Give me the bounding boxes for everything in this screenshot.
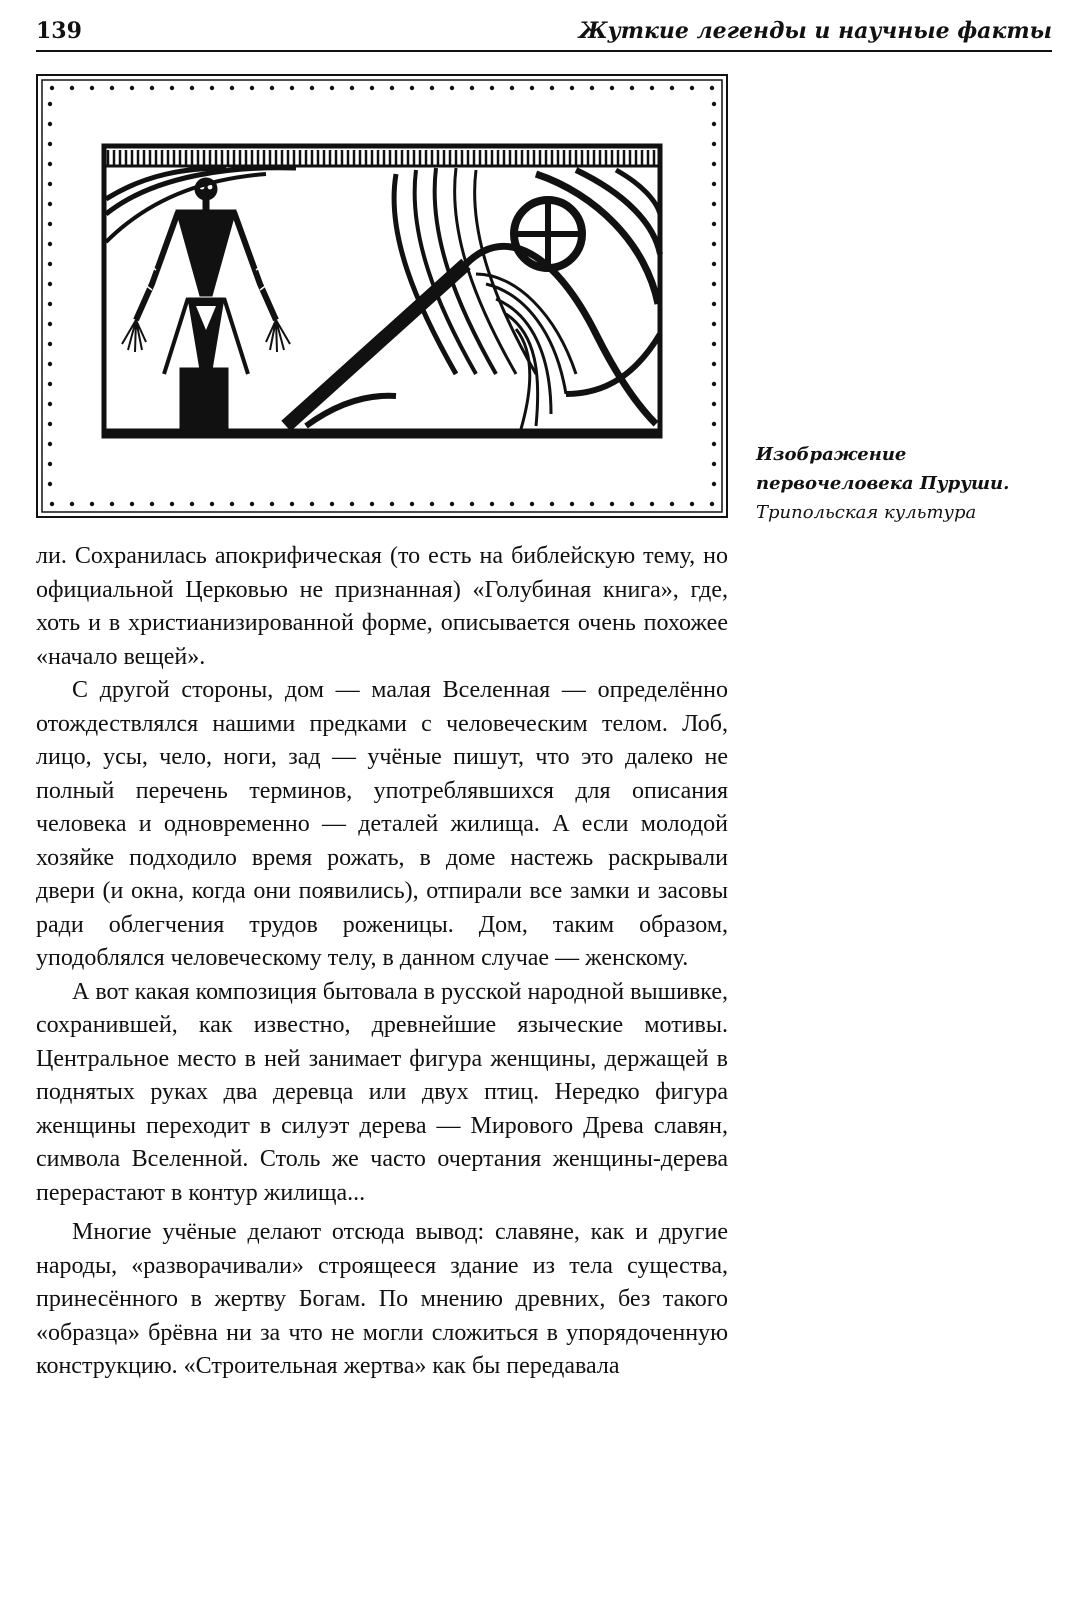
figure-caption: [756, 440, 1056, 527]
caption-title: Изображение первочеловека Пуруши.: [756, 444, 1010, 494]
paragraph: С другой стороны, дом — малая Вселенная — определённо отождествлялся нашими предками с человеческим телом. Лоб, лицо, усы, чело, ноги, зад — учёные пишут, что это далеко не полный перечень терминов, употреблявшихся для описания человека и одновременно — деталей жилища. А если молодой хозяйке подходило время рожать, в доме настежь раскрывали двери (и окна, когда они появились), отпирали все замки и засовы ради облегчения трудов роженицы. Дом, таким образом, уподоблялся человеческому телу, в данном случае — женскому.: [36, 677, 728, 971]
paragraph: Многие учёные делают отсюда вывод: славяне, как и другие народы, «разворачивали» строящееся здание из тела существа, принесённого в жертву Богам. По мнению древних, без такого «образца» брёвна ни за что не могли сложиться в упорядоченную конструкцию. «Строительная жертва» как бы передавала: [36, 1219, 728, 1379]
running-header: [36, 16, 1052, 52]
purusha-figure-icon: [36, 74, 728, 518]
purusha-illustration: [36, 74, 728, 518]
body-text: [36, 540, 728, 1384]
caption-subtitle: Трипольская культура: [756, 502, 977, 523]
paragraph: ли. Сохранилась апокрифическая (то есть на библейскую тему, но официальной Церковью не признанная) «Голубиная книга», где, хоть и в христианизированной форме, описывается очень похожее «начало вещей».: [36, 543, 728, 670]
page-number: 139: [36, 18, 82, 44]
paragraph: А вот какая композиция бытовала в русской народной вышивке, сохранившей, как известно, древнейшие языческие мотивы. Центральное место в ней занимает фигура женщины, держащей в поднятых руках два деревца или двух птиц. Нередко фигура женщины переходит в силуэт дерева — Мирового Древа славян, символа Вселенной. Столь же часто очертания женщины-дерева перерастают в контур жилища...: [36, 978, 728, 1206]
running-title: Жуткие легенды и научные факты: [578, 18, 1052, 44]
